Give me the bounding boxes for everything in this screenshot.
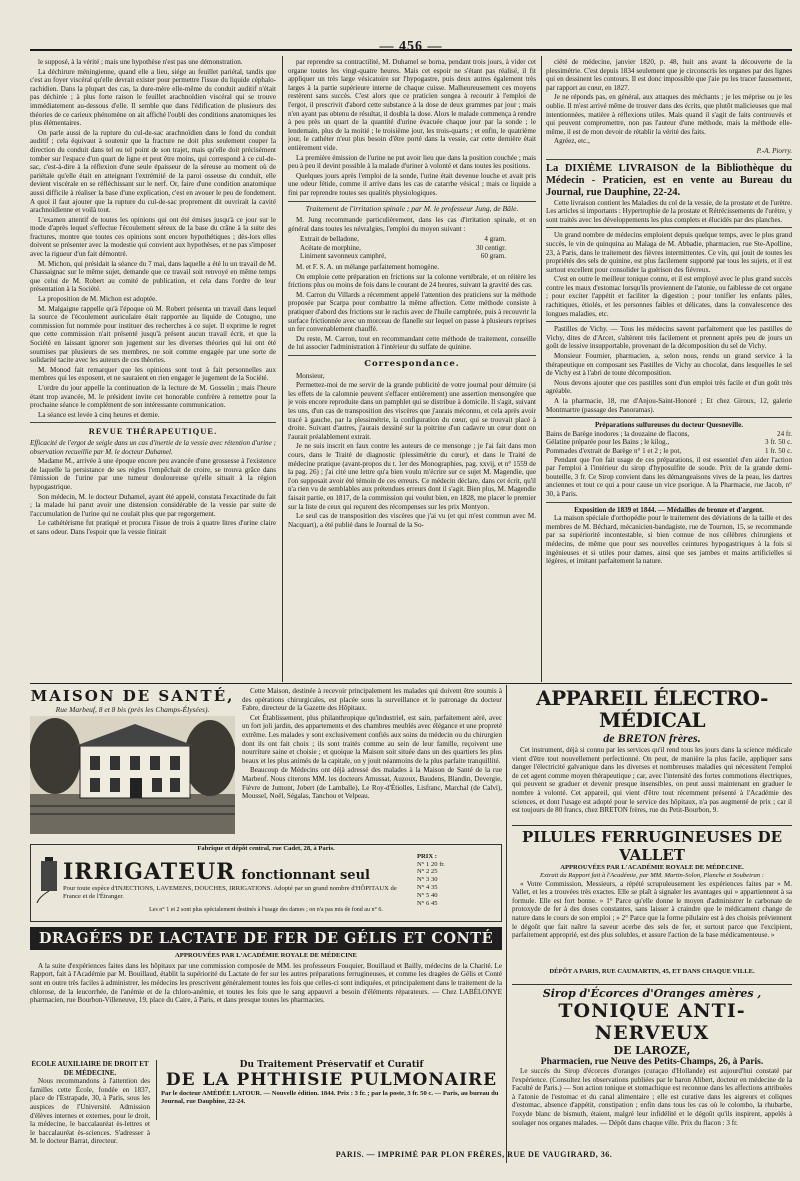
irrigateur-price: N° 2 25 xyxy=(417,868,438,876)
phthisie-body: Par le docteur AMÉDÉE LATOUR. — Nouvelle édition. 1844. Prix : 3 fr. ; par la poste, 3 fr. 50 c. — Paris, au bureau du Journal, rue Dauphine, 22-24. xyxy=(161,1090,499,1105)
paragraph: Du reste, M. Carron, tout en recommandant cette méthode de traitement, conseille de lui associer l'administration à l'intérieur du sulfate de quinine. xyxy=(288,334,536,352)
paragraph: On emploie cette préparation en frictions sur la colonne vertébrale, et on réitère les frictions plus ou moins de fois dans le courant de 24 heures, suivant la gravité des cas. xyxy=(288,272,536,290)
column-1 xyxy=(30,58,276,680)
irrigateur-word: IRRIGATEUR xyxy=(63,859,236,886)
sirop-address: Pharmacien, rue Neuve des Petits-Champs, 26, à Paris. xyxy=(540,1057,764,1067)
article-title: Traitement de l'irritation spinale ; par M. le professeur Jung, de Bâle. xyxy=(305,203,519,213)
ad-sirop xyxy=(512,984,792,1145)
price-row xyxy=(546,430,792,439)
column-2-paragraphs xyxy=(288,58,536,198)
paragraph: Agréez, etc., xyxy=(554,137,590,146)
recipe-quantity: 60 gram. xyxy=(480,252,506,261)
price-value: 3 fr. 50 c. xyxy=(765,438,792,447)
phthisie-kicker: Du Traitement Préservatif et Curatif xyxy=(239,1060,424,1070)
irrigateur-price-list xyxy=(417,861,497,908)
paragraph: M. Carron du Villards a récemment appelé l'attention des praticiens sur la méthode proposée par Scarpa pour combattre la même affection. Cette méthode consiste à pratiquer d'abord des frictions sur le rachis avec de l'huile camphrée, puis à recouvrir la surface frictionnée avec un morceau de flanelle sur lequel on passe à plusieurs reprises un fer convenablement chauffé. xyxy=(288,290,536,334)
header-rule xyxy=(30,49,792,51)
vallet-title: PILULES FERRUGINEUSES DE VALLET xyxy=(521,828,783,864)
price-value: 1 fr. 50 c. xyxy=(765,446,792,455)
price-item: Bains de Barège inodores ; la douzaine de flacons, xyxy=(546,429,690,438)
maison-body: Cette Maison, destinée à recevoir principalement les malades qui doivent être soumis à des opérations chirurgicales, est placée sous la surveillance et le patronage du docteur Fabre, directeur de la Gazette des Hôpitaux. xyxy=(242,687,502,713)
price-row xyxy=(546,447,792,456)
paragraph: le supposé, à la vérité ; mais une hypothèse n'est pas une démonstration. xyxy=(38,58,243,66)
paragraph: Son médecin, M. le docteur Duhamel, ayant été appelé, constata l'exactitude du fait ; la malade lui parut avoir une distension considérable de la vessie par suite de l'accumulation de l'urine qui ne coulait plus que par regorgement. xyxy=(30,492,276,518)
recipe-item: Liniment savonneux camphré, xyxy=(300,252,387,261)
irrigateur-price: N° 5 40 xyxy=(417,891,438,899)
column-divider xyxy=(282,56,283,682)
column-2 xyxy=(288,58,536,680)
irrigateur-price: N° 6 45 xyxy=(417,899,438,907)
paragraph: par reprendre sa contractilité, M. Duhamel se borna, pendant trois jours, à vider cet organe toutes les vingt-quatre heures. Mais cet espoir ne s'étant pas réalisé, il fit appliquer un très large vésicatoire sur l'hypogastre, puis deux autres également très larges à la partie supérieure interne de chaque cuisse. Malheureusement ces moyens restèrent sans succès. C'est alors que ce praticien songea à recourir à l'emploi de l'ergot, il prescrivit d'abord cette substance à la dose de deux grammes par jour ; mais n'en ayant pas obtenu de résultat, il doubla la dose. Alors le malade commença à rendre à peu près un quart de la quantité d'urine évacuée chaque jour par la sonde ; le lendemain, plus de la moitié ; le troisième jour, les trois-quarts ; et enfin, le quatrième jour, le cathéter n'eut plus besoin d'être porté dans la vessie, car cette dernière était entièrement vide. xyxy=(288,58,536,152)
recipe-quantity: 30 centigr. xyxy=(476,243,506,252)
paragraph: On parle aussi de la rupture du cul-de-sac arachnoïdien dans le fond du conduit auditif ; cela équivaut à soutenir que la fracture ne doit plus seulement couper la direction du conduit dans tel ou tel point de son trajet, mais qu'elle doit précisément tomber sur l'espace d'un quart de ligne et peut être moins, qui correspond à ce cul-de-sac, c'est-à-dire à la réflexion d'une seule épaisseur de la séreuse au moment où de pariétale qu'elle était en atteignant l'extrémité de la paroi osseuse du conduit, elle devient viscérale en se réfléchissant sur le nerf. Or, faire d'une condition anatomique aussi difficile à réaliser la base d'une explication, c'est en avouer le peu de fondement. A quoi il faut ajouter que la rupture du cul-de-sac proprement dit ouvrirait la cavité arachnoïdienne et voilà tout. xyxy=(30,128,276,215)
paragraph: M. Jung recommande particulièrement, dans les cas d'irritation spinale, et en général dans toutes les névralgies, l'emploi du moyen suivant : xyxy=(288,216,536,233)
price-item: Gélatine préparée pour les Bains ; le kilog., xyxy=(546,438,670,447)
ad-quesneville-title: Préparations sulfureuses du docteur Quesneville. xyxy=(594,421,744,430)
column-3-paragraphs xyxy=(546,58,792,146)
divider xyxy=(546,159,792,160)
paragraph: Je ne réponds pas, en général, aux attaques des méchants ; je les méprise ou je les oublie. Il m'est arrivé même de trouver dans des écrits, que plutôt malicieuses que mal intentionnées, matière à réflexions utiles. Mais quand il s'agit de faits controuvés et qui peuvent compromettre, non pas l'auteur d'une méthode, mais la méthode elle-même, il est de mon devoir de rétablir la vérité des faits. xyxy=(546,93,792,136)
maison-body-3: Beaucoup de Médecins ont déjà adressé des malades à la Maison de Santé de la rue Marbeuf. Nous citerons MM. les docteurs Amussat, Auzoux, Baudens, Blandin, Devergie, Fièvre de Jumont, Jobert (de Lamballe), Le Roy-d'Étiolles, Lisfranc, Marchal (de Calvi), Moussel, Noël, Ségalas, Tanchou et Velpeau. xyxy=(242,766,502,801)
sirop-maker: DE LAROZE, xyxy=(613,1044,691,1057)
appareil-subtitle: de BRETON frères. xyxy=(603,731,701,745)
paragraph: La déchirure méningienne, quand elle a lieu, siége au feuillet pariétal, tandis que c'est au foyer viscéral qu'elle devrait exister pour permettre l'issue du liquide céphalo-rachidien. Dans la plupart des cas, la dure-mère elle-même du conduit auditif n'était pas déchirée ; à plus forte raison le feuillet arachnoïdien viscéral qui se trouve immédiatement au-dessous d'elle. Il semble que dans l'édification de plusieurs des théories de ce carieux phénomène on ait affiché l'oubli des conditions anatomiques les plus élémentaires. xyxy=(30,67,276,128)
building-engraving-icon xyxy=(30,716,235,834)
paragraph: M. Michon, qui présidait la séance du 7 mai, dans laquelle a été lu un travail de M. Chassaignac sur le même sujet, demande que ce travail soit renvoyé en même temps que celui de M. Robert au comité de publication, et cela dans l'ordre de leur présentation à la Société. xyxy=(30,259,276,294)
ad-irrigateur xyxy=(30,844,502,922)
column-1-paragraphs-2 xyxy=(30,457,276,536)
recipe-row xyxy=(300,244,536,253)
price-item: Pommades d'extrait de Barège n° 1 et 2 ; le pot, xyxy=(546,446,682,455)
paragraph: M. Malgaigne rappelle qu'à l'époque où M. Robert présenta un travail dans lequel la source de l'écoulement auriculaire était rapportée au liquide de Cotugno, une commission fut nommée pour instituer des recherches à ce sujet. Il exprime le regret que cette commission n'ait présenté jusqu'à présent aucun travail écrit, et que la Société en laissant ignorer son jugement sur les diverses théories qui lui ont été soumises par plusieurs de ses membres, ne soit comme engagée par une sorte de solidarité tacite avec les auteurs de ces théories. xyxy=(30,304,276,365)
ad-quinquina: Un grand nombre de médecins emploient depuis quelque temps, avec le plus grand succès, le vin de quinquina au Malaga de M. Abbadie, pharmacien, rue Ste-Apolline, 23, à Paris, dans le traitement des fièvres intermittentes. Ce vin, qui jouit de toutes les propriétés des sels de quinine, est plus facilement supporté par tous les sujets, et il est surtout excellent pour consolider la guérison des fiévreux. xyxy=(546,231,792,274)
ad-vallet xyxy=(512,825,792,981)
paragraph: ciété de médecine, janvier 1820, p. 48, huit ans avant la découverte de la plessimétrie. C'est depuis 1834 seulement que je circonscris les organes par des lignes qui en dessinent les contours. Il est donc impossible que j'aie pu les tracer faussement, par rapport au cœur, en 1827. xyxy=(546,58,792,92)
irrigateur-price: N° 3 30 xyxy=(417,876,438,884)
ad-phthisie xyxy=(156,1060,502,1120)
recipe-note: M. et F. S. A. un mélange parfaitement homogène. xyxy=(296,263,440,272)
irrigator-device-icon xyxy=(35,857,63,903)
column-divider xyxy=(541,56,542,682)
column-3 xyxy=(546,58,792,680)
printer-footer: PARIS. — IMPRIMÉ PAR PLON FRÈRES, RUE DE VAUGIRARD, 36. xyxy=(335,1150,613,1159)
ad-exposition-body: La maison spéciale d'orthopédie pour le traitement des déviations de la taille et des membres de M. Béchard, mécanicien-bandagiste, rue de Tournon, 15, se recommande par sa supériorité incontestable, si bien connue de nos célèbres chirurgiens et médecins, de même que pour ses nouvelles ceintures hypogastriques à la fois si ingénieuses et si utiles pour dames, ainsi que ses jambes et mains artificielles si légères, et imitant parfaitement la nature. xyxy=(546,514,792,566)
sirop-body: Le succès du Sirop d'écorces d'oranges (curaçao d'Hollande) est aujourd'hui constaté par l'expérience. (Consultez les observations publiées par le baron Alibert, docteur en médecine de la Faculté de Paris.) — Son action tonique et stomachique est reconnue dans les affections attribuées à l'atonie de l'estomac et du canal alimentaire ; elle est curative dans les aigreurs et coliques d'estomac, absence d'appétit, constipation ; enfin dans tous les cas où le colombo, la rhubarbe, l'oxyde blanc de bismuth, étaient, malgré leur infidélité et le dégoût qu'ils inspirent, appelés à soulager nos organes malades. — Dépôt dans chaque ville. Prix du flacon : 3 fr. xyxy=(512,1067,792,1127)
irrigateur-foot: Les n° 1 et 2 sont plus spécialement destinés à l'usage des dames ; on n'a pas mis de fond au n° 6. xyxy=(149,907,383,914)
price-row xyxy=(546,438,792,447)
dragees-subtitle: APPROUVÉES PAR L'ACADÉMIE ROYALE DE MÉDECINE xyxy=(175,952,357,959)
ad-appareil xyxy=(512,687,792,822)
newspaper-page xyxy=(30,22,792,1172)
ad-quesneville-body: Pendant que l'on fait usage de ces préparations, il est essentiel d'en aider l'action par l'emploi à l'intérieur du sirop d'hyposulfite de soude. Prix de la grande demi-bouteille, 3 fr. Ce Sirop convient dans les démangeaisons vives de la peau, les dartres anciennes et tout ce qui a pour cause un vice psorique. A la Pharmacie, rue Jacob, n° 30, à Paris. xyxy=(546,455,792,498)
ad-vichy-4: A la pharmacie, 18, rue d'Anjou-Saint-Honoré ; Et chez Giroux, 12, galerie Montmartre (passage des Panoramas). xyxy=(546,397,792,414)
recipe-item: Acétate de morphine, xyxy=(300,243,361,252)
vallet-extrait: Extrait du Rapport fait à l'Académie, par MM. Martin-Solon, Planche et Soubeiran : xyxy=(540,871,764,879)
irrigateur-price: N° 4 35 xyxy=(417,883,438,891)
ad-maison-de-sante xyxy=(30,687,502,837)
divider xyxy=(288,355,536,356)
recipe-quantity: 4 gram. xyxy=(484,235,506,244)
ad-quinquina-2: C'est en outre le meilleur tonique connu, et il est employé avec le plus grand succès contre les maux d'estomac lorsqu'ils proviennent de l'atonie, ou faiblesse de cet organe ; pour exciter l'appétit et faciliter la digestion ; pour tonifier les enfants pâles, rachitiques, étiolés, et les personnes faibles et délicates, dans la convalescence des longues maladies, etc. xyxy=(546,275,792,318)
ads-divider xyxy=(506,685,507,1163)
page-number: — 456 — xyxy=(379,39,443,54)
article-subtitle: Efficacité de l'ergot de seigle dans un cas d'inertie de la vessie avec rétention d'urine ; observation recueillie par M. le docteur Duhamel. xyxy=(30,438,276,456)
divider xyxy=(30,422,276,423)
ads-rule xyxy=(30,683,792,684)
ad-vichy-3: Nous devons ajouter que ces pastilles sont d'un emploi très facile et d'un goût très agréable. xyxy=(546,378,792,396)
irrigateur-top: Fabrique et dépôt central, rue Cadet, 28, à Paris. xyxy=(197,845,335,852)
ad-exposition-title: Exposition de 1839 et 1844. — Médailles de bronze et d'argent. xyxy=(574,505,764,514)
recipe-list xyxy=(300,235,536,261)
paragraph: La proposition de M. Michon est adoptée. xyxy=(38,295,157,304)
paragraph: L'ordre du jour appelle la continuation de la lecture de M. Gosselin ; mais l'heure étant trop avancée, M. le président invite cet honorable confrère à remettre pour la prochaine séance le complément de son intéressante communication. xyxy=(30,383,276,410)
paragraph: Le seul cas de transposition des viscères que j'ai vu (et qui m'est commun avec M. Nacquart), a été publié dans le Journal de la So- xyxy=(288,512,536,529)
dragees-title: DRAGÉES DE LACTATE DE FER DE GÉLIS ET CONTÉ xyxy=(30,927,502,950)
paragraph: Quelques jours après l'emploi de la sonde, l'urine était devenue louche et avait pris une odeur fétide, comme il arrive dans les cas de catarrhe vésical ; mais ce liquide a fini par reprendre toutes ses qualités physiologiques. xyxy=(288,171,536,197)
ad-livraison-title: La DIXIÈME LIVRAISON de la Bibliothèque du Médecin - Praticien, est en vente au Bureau du Journal, rue Dauphine, 22-24. xyxy=(546,162,792,198)
maison-body-2: Cet Établissement, plus philanthropique qu'industriel, est sain, parfaitement aéré, avec un fort joli jardin, des appartements et des chambres meublés avec élégance et une propreté extrême. Les malades y sont exclusivement confiés aux soins du médecin ou du chirurgien dont ils ont fait choix ; ils sont traités comme au sein de leur famille, reçoivent une nourriture saine et choisie ; et quoique la Maison soit située dans un des quartiers les plus beaux et les plus animés de la capitale, on y jouit néanmoins de la plus parfaite tranquillité. xyxy=(242,713,502,765)
recipe-row xyxy=(300,252,536,261)
ecole-title: ÉCOLE AUXILIAIRE DE DROIT ET DE MÉDECINE. xyxy=(31,1060,149,1077)
ad-vichy-2: Monsieur Fournier, pharmacien, a, selon nous, rendu un grand service à la thérapeutique en composant ses Pastilles de Vichy au chocolat, dans lesquelles le sel de Vichy est à l'abri de toute décomposition. xyxy=(546,352,792,378)
sirop-title: TONIQUE ANTI-NERVEUX xyxy=(558,1000,746,1044)
column-1-paragraphs xyxy=(30,58,276,419)
appareil-body: Cet instrument, déjà si connu par les services qu'il rend tous les jours dans la science médicale vient d'être tout nouvellement perfectionné. On peut, de manière la plus facile, appliquer sans danger l'électricité galvanique dans les diverses et nombreuses maladies qui nécessitent l'emploi de cet agent comme moyen thérapeutique ; car, avec l'intensité des fortes commotions électriques, qui peuvent se graduer et devenir presque insensibles, on peut aussi maintenant en graduer le nombre à volonté. Cet appareil, qui vient d'être tout récemment présenté à l'Académie des sciences, et dont l'usage est adopté pour le service des hôpitaux, n'a pas augmenté de prix ; car il est toujours de 80 francs, chez BRETON frères, rue du Petit-Bourbon, 9. xyxy=(512,746,792,815)
recipe-item: Extrait de belladone, xyxy=(300,235,359,244)
irrigateur-prices-title: PRIX : xyxy=(417,852,437,860)
column-2-paragraphs-3 xyxy=(288,273,536,352)
irrigateur-price: N° 1 20 fr. xyxy=(417,860,445,868)
ecole-body: Nous recommandons à l'attention des familles cette École, fondée en 1837, place de l'Estrapade, 30, à Paris, sous les auspices de l'Université. Admission d'élèves internes et externes, pour le droit, la médecine, le baccalauréat ès-lettres et le baccalauréat ès-sciences. S'adresser à M. le docteur Barrat, directeur. xyxy=(30,1077,150,1146)
vallet-body: « Votre Commission, Messieurs, a répété scrupuleusement les expériences faites par » M. Vallet, et les a trouvées très exactes. Elle se plaît à signaler les avantages qui » appartiennent à sa formule. Elle est fort bonne. » 1° Parce qu'elle donne le moyen d'administrer le carbonate de protoxyde de fer à des doses constantes, sans laisser à craindre que le médicament change de nature dans le cours de son emploi ; » 2° Parce que la forme pilulaire est à des choisis préviennent le dégoût que fait naître la saveur acerbe des sels de fer, et surtout parce que l'excipient, parfaitement approprié, est des plus solubles, et assure l'action de la base médicamenteuse. » xyxy=(512,879,792,940)
paragraph: La première émission de l'urine ne put avoir lieu que dans la position couchée ; mais peu à peu il devint possible à la malade d'uriner à volonté et dans toutes les positions. xyxy=(288,153,536,171)
divider xyxy=(546,417,792,418)
divider xyxy=(546,227,792,228)
paragraph: Le cathétérisme fut pratiqué et procura l'issue de trois à quatre litres d'urine claire et sans odeur. Dans l'espoir que la vessie finirait xyxy=(30,519,276,536)
ad-dragees xyxy=(30,927,502,1055)
price-list xyxy=(546,430,792,456)
divider xyxy=(546,321,792,322)
ad-livraison-body: Cette livraison contient les Maladies du col de la vessie, de la prostate et de l'urètre. Les articles si importants : Hypertrophie de la prostate et Rétrécissements de l'urètre, y sont traités avec les développements les plus complets et élucidés par des planches. xyxy=(546,198,792,224)
dragees-body: A la suite d'expériences faites dans les hôpitaux par une commission composée de MM. les professeurs Fouquier, Bouillaud et Bailly, médecins de la Charité. Le Rapport, fait à l'Académie par M. Bouillaud, établit la supériorité du Lactate de fer sur les autres préparations ferrugineuses, et comme les dragées de Gélis et Conté sont en outre très faciles à administrer, les médecins les prescrivent généralement toutes les fois que celles-ci sont indiquées, et principalement dans le traitement de la chlorose, de la leucorrhée, de l'anémie et de la chloro-anémie, et toutes les fois que le sang appauvri a besoin d'éléments réparateurs. — Chez LABÉLONYE pharmacien, rue Bourbon-Villeneuve, 19, place du Caire, à Paris, et dans presque toutes les pharmacies. xyxy=(30,961,502,1005)
appareil-title: APPAREIL ÉLECTRO-MÉDICAL xyxy=(536,687,768,732)
correspondence-title: Correspondance. xyxy=(364,359,460,369)
recipe-row xyxy=(300,235,536,244)
section-title: REVUE THÉRAPEUTIQUE. xyxy=(88,426,218,437)
column-2-paragraphs-2 xyxy=(288,216,536,233)
phthisie-title: DE LA PHTHISIE PULMONAIRE xyxy=(165,1070,498,1090)
vallet-depot: DÉPÔT A PARIS, RUE CAUMARTIN, 45, ET DANS CHAQUE VILLE. xyxy=(549,967,755,975)
ad-ecole xyxy=(30,1060,150,1164)
page-header xyxy=(30,22,792,54)
ad-vichy: Pastilles de Vichy. — Tous les médecins savent parfaitement que les pastilles de Vichy, dites de d'Arcet, s'altèrent très facilement et prennent après peu de jours un goût de lessive insupportable, provenant de la décomposition du sel de Vichy. xyxy=(546,325,792,351)
irrigateur-desc: Pour toute espèce d'INJECTIONS, LAVEMENS, DOUCHES, IRRIGATIONS. Adopté par un grand nombre d'HÔPITAUX de France et de l'Étranger. xyxy=(63,885,397,901)
salutation: Monsieur, xyxy=(296,371,325,380)
paragraph: Madame M., arrivée à une époque encore peu avancée d'une grossesse à l'existence de laquelle la persistance de ses règles l'empêchait de croire, se trouva grâce dans l'émission de l'urine par une tumeur douloureuse qu'elle situait à la région hypogastrique. xyxy=(30,457,276,491)
paragraph: L'examen attentif de toutes les opinions qui ont été émises jusqu'à ce jour sur le mode d'après lequel s'effectue l'écoulement séreux de la base du crâne à la suite des fractures, montre que toutes ces opinions sont encore hypothétiques ; dès-lors elles doivent se présenter avec la modestie qui convient aux hypothèses, et ne pas s'imposer avec la rigueur d'un fait démontré. xyxy=(30,215,276,259)
maison-subtitle: Rue Marbeuf, 8 et 8 bis (près les Champs-Élysées). xyxy=(55,705,210,714)
sirop-kicker: Sirop d'Écorces d'Oranges amères , xyxy=(542,987,762,1000)
paragraph: M. Monod fait remarquer que les opinions sont tout à fait personnelles aux membres qui les exposent, et ne sauraient en rien engager le jugement de la Société. xyxy=(30,365,276,383)
irrigateur-tag: fonctionnant seul xyxy=(241,868,370,884)
divider xyxy=(546,502,792,503)
vallet-subtitle: APPROUVÉES PAR L'ACADÉMIE ROYALE DE MÉDECINE. xyxy=(560,864,744,871)
signature: P.-A. Piorry. xyxy=(756,146,792,155)
paragraph: Permettez-moi de me servir de la grande publicité de votre journal pour détruire (si les effets de la calomnie peuvent s'effacer entièrement) une assertion mensongère que je vois encore reproduite dans un pamphlet qui se distribue à domicile. Il s'agit, suivant les uns, d'un cas de transposition des viscères que j'aurais méconnu, et cela après avoir tracé à gauche, par la plessimétrie, la configuration du cœur, qui se trouvait placé à droite. Suivant d'autres, j'aurais dessiné sur la poitrine d'un cadavre un cœur dont on l'aurait préalablement extrait. xyxy=(288,381,536,441)
column-2-paragraphs-4 xyxy=(288,381,536,529)
paragraph: Je ne suis inscrit en faux contre les auteurs de ce mensonge ; je l'ai fait dans mon cours, dans le Traité de diagnostic (plessimétrie du cœur), et dans le Traité de médecine pratique (avant-propos du t. 1er des Monographies, pag. xxvij, et n° 1559 de la pag. 26) ; j'ai cité une lettre qu'a bien voulu m'écrire sur ce sujet M. Magendie, que l'on supposait avoir été témoin de ces erreurs. Ce médecin déclare, dans cet écrit, qu'il n'a rien vu de semblables aux prétendues erreurs dont il s'agit. Bien plus, M. Magendie faisait partie, en 1817, de la commission qui voulut bien, en 1828, me placer le premier sur la liste de ceux qui reçurent des récompenses sur les prix Montyon. xyxy=(288,442,536,511)
paragraph: La séance est levée à cinq heures et demie. xyxy=(38,410,160,419)
divider xyxy=(288,201,536,202)
maison-title: MAISON DE SANTÉ, xyxy=(30,687,235,705)
price-value: 24 fr. xyxy=(777,429,792,438)
